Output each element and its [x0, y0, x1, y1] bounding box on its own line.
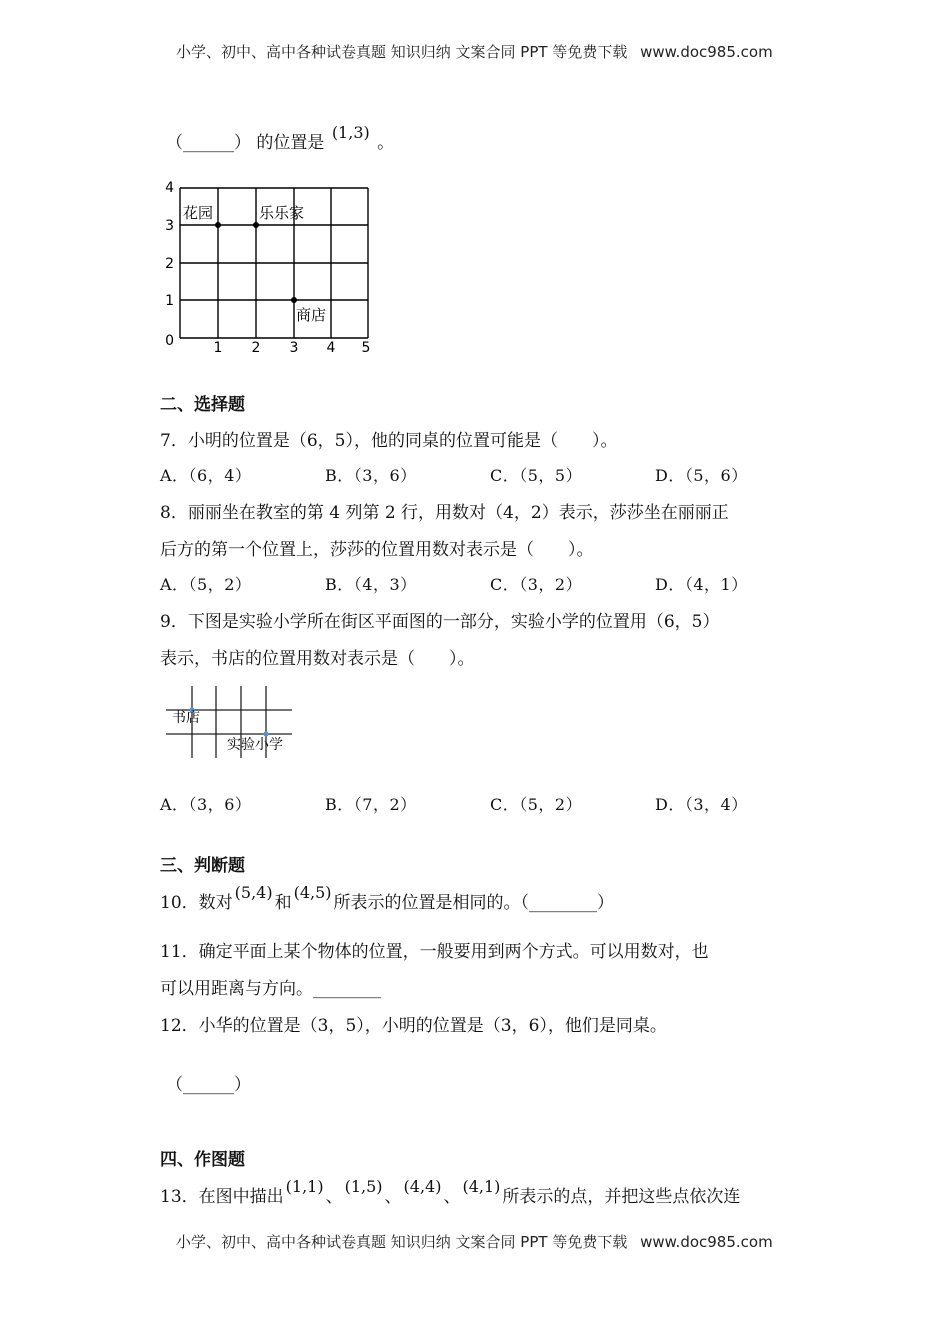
option-b: B．（7，2） — [325, 795, 417, 814]
option-b: B．（3，6） — [325, 466, 417, 485]
question-8-line1: 8．丽丽坐在教室的第 4 列第 2 行，用数对（4，2）表示，莎莎坐在丽丽正 — [160, 503, 729, 523]
x-tick-0: 0 — [165, 333, 174, 349]
coordinate-pair: (1,1) — [285, 1177, 324, 1196]
separator: 、 — [384, 1187, 402, 1207]
x-tick-4: 4 — [326, 340, 336, 355]
question-7: 7．小明的位置是（6，5），他的同桌的位置可能是（ ）。 — [160, 431, 618, 451]
section-title: 二、选择题 — [160, 395, 245, 415]
option-c: C．（3，2） — [490, 575, 583, 594]
question-10-prefix: 10．数对 — [160, 893, 233, 913]
option-c: C．（5，2） — [490, 795, 583, 814]
question-9-line1: 9．下图是实验小学所在街区平面图的一部分，实验小学的位置用（6，5） — [160, 612, 720, 632]
coordinate-pair: (4,5) — [293, 883, 332, 902]
option-d: D．（3，4） — [655, 795, 748, 814]
question-10-mid: 和 — [274, 893, 292, 913]
coordinate-grid-figure — [160, 175, 390, 355]
option-c: C．（5，5） — [490, 466, 583, 485]
option-a: A．（3，6） — [160, 795, 252, 814]
street-map-figure — [162, 684, 312, 764]
question-top — [166, 123, 395, 153]
question-13 — [160, 1177, 741, 1207]
x-tick-2: 2 — [251, 340, 261, 355]
coordinate-pair: (4,1) — [462, 1177, 501, 1196]
page-header — [176, 41, 773, 62]
option-d: D．（5，6） — [655, 466, 748, 485]
question-11-line1: 11．确定平面上某个物体的位置，一般要用到两个方式。可以用数对，也 — [160, 942, 709, 962]
header-site: www.doc985.com — [640, 43, 773, 61]
x-tick-3: 3 — [289, 340, 299, 355]
question-8-line2: 后方的第一个位置上，莎莎的位置用数对表示是（ ）。 — [160, 540, 594, 560]
point-shop — [291, 297, 297, 303]
x-tick-5: 5 — [361, 340, 371, 355]
label-garden: 花园 — [183, 204, 214, 222]
y-tick-2: 2 — [165, 256, 174, 272]
separator: 、 — [443, 1187, 461, 1207]
question-9-line2: 表示，书店的位置用数对表示是（ ）。 — [160, 649, 475, 669]
question-13-suffix: 所表示的点，并把这些点依次连 — [502, 1187, 741, 1207]
option-a: A．（6，4） — [160, 466, 252, 485]
header-text: 小学、初中、高中各种试卷真题 知识归纳 文案合同 PPT 等免费下载 — [176, 43, 628, 61]
point-home — [253, 222, 259, 228]
question-text: 的位置是 — [256, 133, 325, 153]
footer-text: 小学、初中、高中各种试卷真题 知识归纳 文案合同 PPT 等免费下载 — [176, 1233, 628, 1251]
question-12: 12．小华的位置是（3，5），小明的位置是（3，6），他们是同桌。 — [160, 1016, 667, 1036]
option-a: A．（5，2） — [160, 575, 252, 594]
label-shop: 商店 — [296, 306, 327, 324]
page-footer — [176, 1231, 773, 1252]
coordinate-pair: (1,5) — [344, 1177, 383, 1196]
question-11-line2: 可以用距离与方向。________ — [160, 979, 381, 999]
question-10-suffix: 所表示的位置是相同的。（________） — [333, 893, 615, 913]
point-garden — [215, 222, 221, 228]
blank: （______） — [166, 133, 251, 153]
option-b: B．（4，3） — [325, 575, 417, 594]
label-bookstore: 书店 — [172, 710, 200, 726]
coordinate-pair: (4,4) — [403, 1177, 442, 1196]
coordinate-pair: (5,4) — [234, 883, 273, 902]
y-tick-4: 4 — [165, 180, 174, 196]
y-tick-3: 3 — [165, 218, 174, 234]
answer-blank: （______） — [166, 1075, 251, 1095]
section-title: 四、作图题 — [160, 1150, 245, 1170]
option-d: D．（4，1） — [655, 575, 748, 594]
period: 。 — [377, 133, 395, 153]
separator: 、 — [325, 1187, 343, 1207]
label-home: 乐乐家 — [259, 204, 305, 222]
question-13-prefix: 13．在图中描出 — [160, 1187, 284, 1207]
section-title: 三、判断题 — [160, 856, 245, 876]
point-school — [263, 731, 268, 736]
x-tick-1: 1 — [213, 340, 223, 355]
footer-site: www.doc985.com — [640, 1233, 773, 1251]
label-school: 实验小学 — [227, 737, 283, 753]
question-10 — [160, 883, 615, 913]
y-tick-1: 1 — [165, 293, 174, 309]
coordinate-pair: (1,3) — [331, 123, 370, 142]
